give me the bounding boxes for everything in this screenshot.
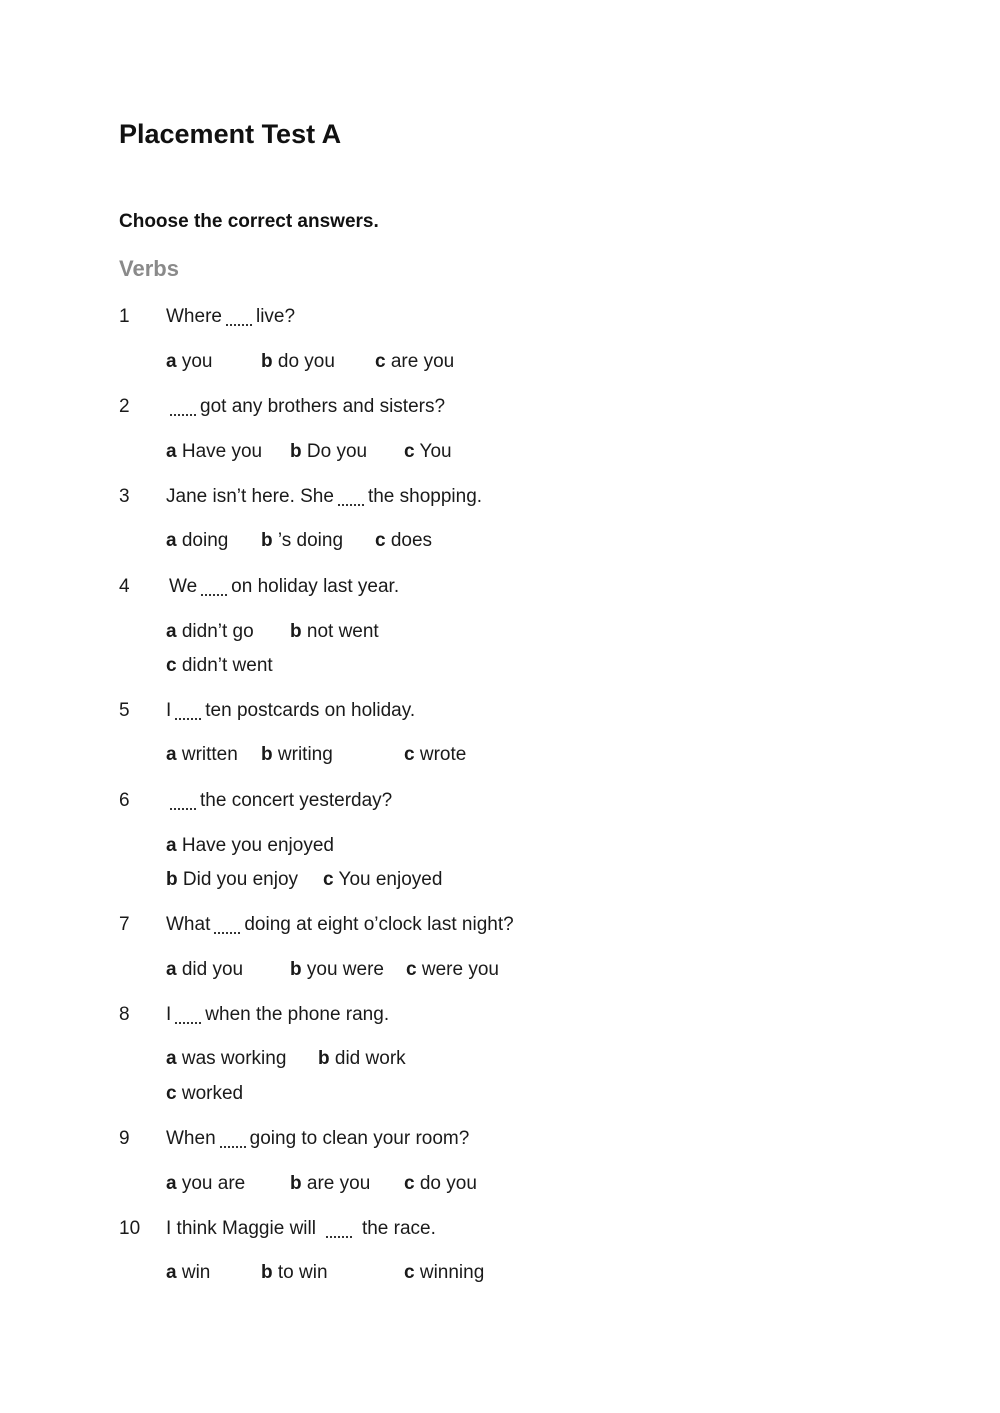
option-b[interactable]: b to win — [261, 1262, 328, 1283]
stem-before: We — [169, 576, 198, 597]
stem-after: when the phone rang. — [205, 1004, 390, 1025]
answer-gap — [220, 1132, 246, 1148]
question-stem — [166, 486, 482, 508]
option-b[interactable]: b not went — [290, 621, 379, 642]
option-a[interactable]: a did you — [166, 959, 244, 980]
option-c[interactable]: c You enjoyed — [323, 869, 443, 890]
option-text: not went — [306, 621, 379, 642]
option-c[interactable]: c winning — [404, 1262, 485, 1283]
question-number: 10 — [119, 1218, 141, 1239]
option-text: are you — [390, 351, 455, 372]
option-a[interactable]: a you — [166, 351, 213, 372]
stem-before: When — [166, 1128, 216, 1149]
option-text: are you — [306, 1173, 371, 1194]
option-text: did you — [181, 959, 244, 980]
option-text: wrote — [419, 744, 467, 765]
answer-gap — [170, 400, 196, 416]
option-text: does — [390, 530, 433, 551]
option-text: Did you enjoy — [182, 869, 299, 890]
question-number: 7 — [119, 914, 130, 935]
option-text: did work — [334, 1048, 406, 1069]
answer-gap — [175, 704, 201, 720]
option-c[interactable]: c are you — [375, 351, 455, 372]
option-a[interactable]: a didn’t go — [166, 621, 254, 642]
stem-before: I — [166, 700, 172, 721]
option-c[interactable]: c wrote — [404, 744, 467, 765]
option-c[interactable]: c worked — [166, 1083, 244, 1104]
answer-gap — [338, 490, 364, 506]
option-a[interactable]: a doing — [166, 530, 229, 551]
stem-after: on holiday last year. — [231, 576, 400, 597]
answer-gap — [175, 1008, 201, 1024]
stem-before: I think Maggie will — [166, 1218, 316, 1239]
option-text: written — [181, 744, 238, 765]
section-heading: Verbs — [119, 256, 179, 281]
option-c[interactable]: c does — [375, 530, 433, 551]
question-number: 4 — [119, 576, 130, 597]
question-stem — [166, 914, 514, 936]
option-b[interactable]: b do you — [261, 351, 335, 372]
option-text: you — [181, 351, 213, 372]
option-a[interactable]: a Have you — [166, 441, 263, 462]
option-a[interactable]: a Have you enjoyed — [166, 835, 334, 856]
option-b[interactable]: b writing — [261, 744, 333, 765]
stem-after: the race. — [361, 1218, 436, 1239]
stem-before: Where — [166, 306, 222, 327]
question-number: 9 — [119, 1128, 130, 1149]
option-text: ’s doing — [277, 530, 344, 551]
stem-after: doing at eight o’clock last night? — [244, 914, 514, 935]
option-c[interactable]: c do you — [404, 1173, 477, 1194]
question-number: 1 — [119, 306, 130, 327]
stem-after: ten postcards on holiday. — [205, 700, 416, 721]
option-b[interactable]: b ’s doing — [261, 530, 344, 551]
option-text: didn’t went — [181, 655, 273, 676]
stem-after: the shopping. — [367, 486, 483, 507]
option-c[interactable]: c You — [404, 441, 452, 462]
option-a[interactable]: a was working — [166, 1048, 287, 1069]
question-stem — [166, 1218, 436, 1240]
stem-after: going to clean your room? — [249, 1128, 470, 1149]
stem-after: live? — [255, 306, 296, 327]
option-text: didn’t go — [181, 621, 254, 642]
question-stem — [166, 1128, 469, 1150]
option-text: to win — [277, 1262, 328, 1283]
answer-gap — [326, 1222, 352, 1238]
answer-gap — [170, 794, 196, 810]
option-b[interactable]: b are you — [290, 1173, 371, 1194]
option-text: you were — [306, 959, 384, 980]
option-b[interactable]: b you were — [290, 959, 384, 980]
stem-after: got any brothers and sisters? — [200, 396, 446, 417]
option-text: were you — [421, 959, 499, 980]
question-number: 8 — [119, 1004, 130, 1025]
question-stem — [166, 396, 445, 418]
stem-before: What — [166, 914, 211, 935]
option-b[interactable]: b Do you — [290, 441, 368, 462]
option-text: do you — [419, 1173, 477, 1194]
question-stem — [166, 700, 415, 722]
answer-gap — [226, 310, 252, 326]
stem-before: I — [166, 1004, 172, 1025]
option-text: Have you enjoyed — [181, 835, 334, 856]
option-a[interactable]: a written — [166, 744, 238, 765]
option-a[interactable]: a you are — [166, 1173, 246, 1194]
question-number: 3 — [119, 486, 130, 507]
option-text: You enjoyed — [338, 869, 443, 890]
question-stem — [166, 790, 392, 812]
option-text: Have you — [181, 441, 263, 462]
question-number: 5 — [119, 700, 130, 721]
option-b[interactable]: b did work — [318, 1048, 406, 1069]
option-c[interactable]: c didn’t went — [166, 655, 273, 676]
question-number: 6 — [119, 790, 130, 811]
option-text: worked — [181, 1083, 244, 1104]
question-stem — [166, 306, 295, 328]
question-stem — [166, 1004, 389, 1026]
option-text: was working — [181, 1048, 287, 1069]
option-text: do you — [277, 351, 335, 372]
option-text: doing — [181, 530, 229, 551]
option-text: You — [419, 441, 452, 462]
stem-before: Jane isn’t here. She — [166, 486, 334, 507]
answer-gap — [214, 918, 240, 934]
page-title: Placement Test A — [119, 119, 342, 149]
stem-after: the concert yesterday? — [200, 790, 393, 811]
option-b[interactable]: b Did you enjoy — [166, 869, 299, 890]
option-a[interactable]: a win — [166, 1262, 211, 1283]
instruction: Choose the correct answers. — [119, 211, 379, 232]
option-text: you are — [181, 1173, 246, 1194]
question-stem — [169, 576, 399, 598]
option-c[interactable]: c were you — [406, 959, 499, 980]
question-number: 2 — [119, 396, 130, 417]
option-text: Do you — [306, 441, 368, 462]
answer-gap — [201, 580, 227, 596]
option-text: writing — [277, 744, 333, 765]
option-text: winning — [419, 1262, 485, 1283]
option-text: win — [181, 1262, 211, 1283]
